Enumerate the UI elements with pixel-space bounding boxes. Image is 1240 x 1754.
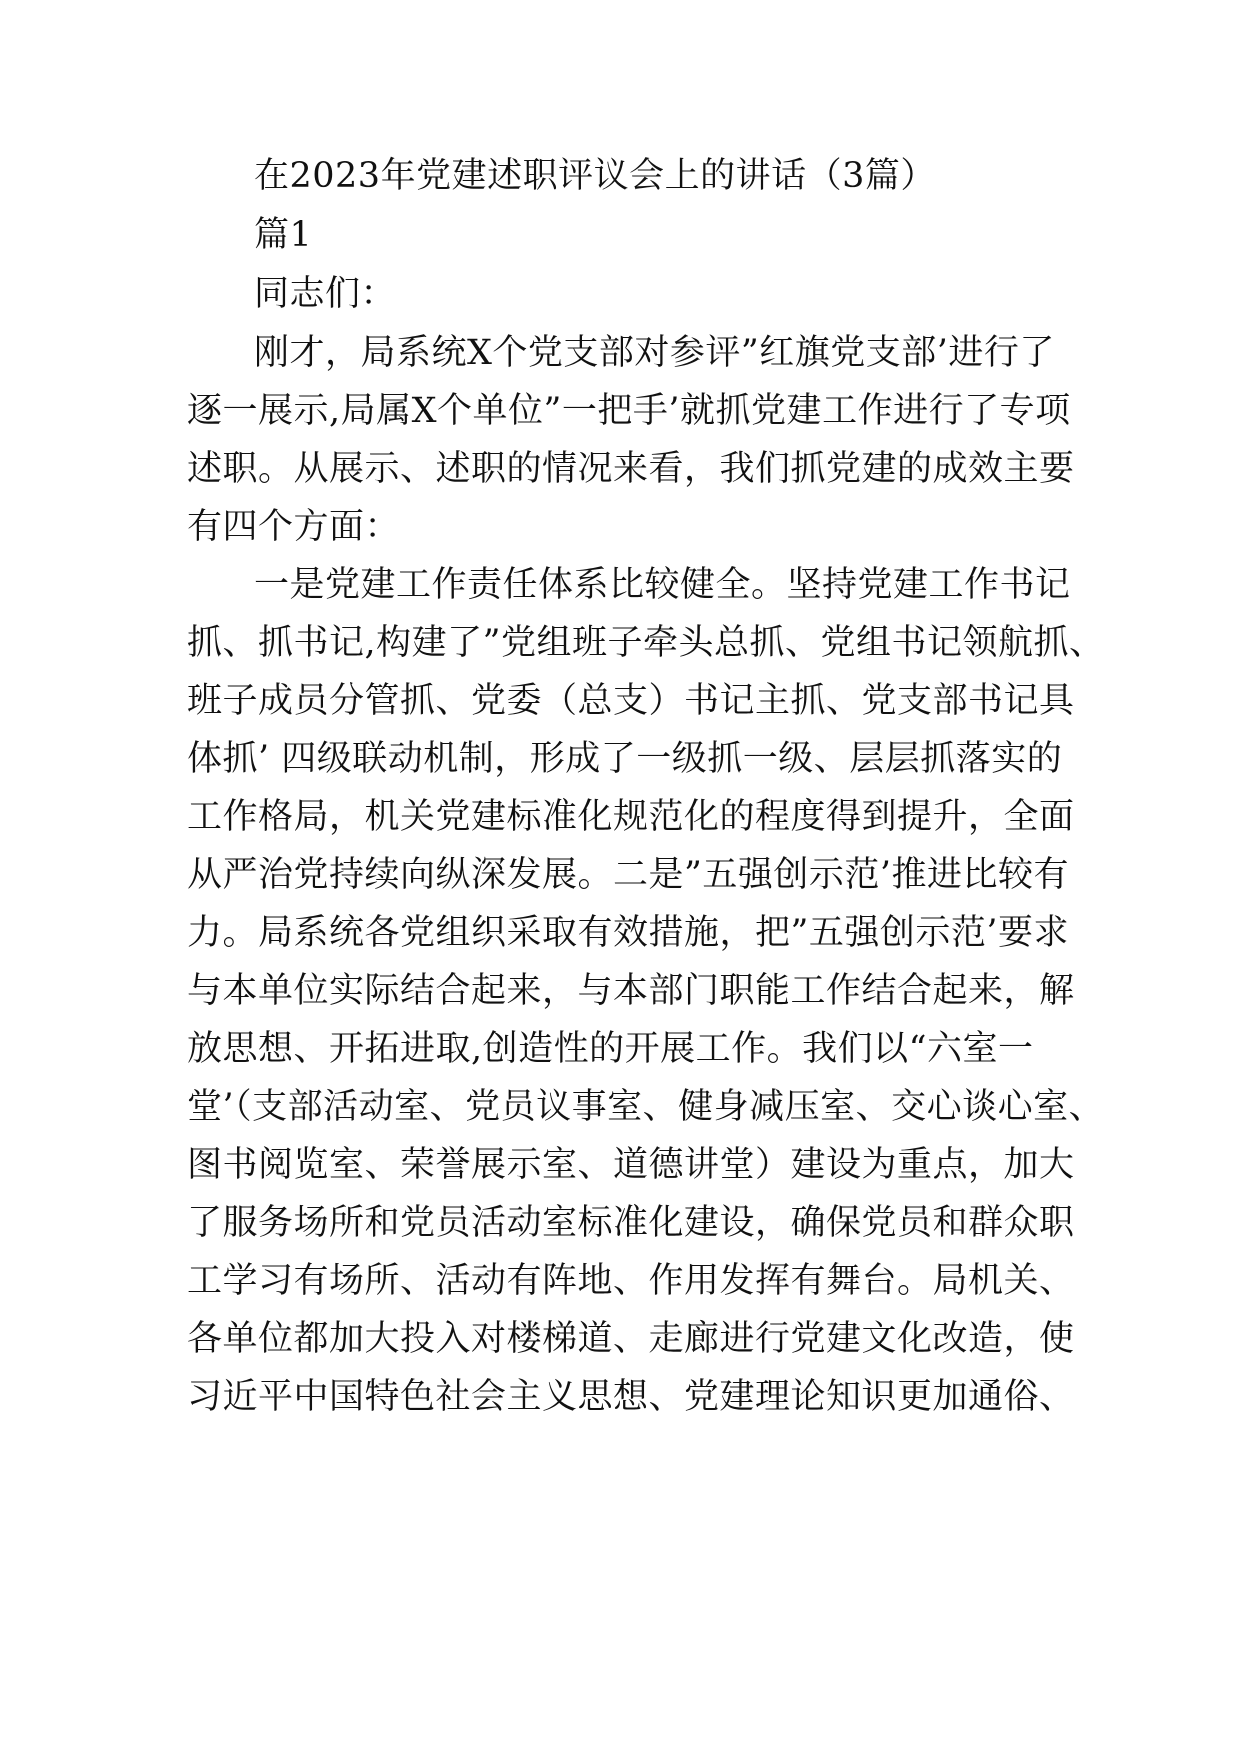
text-line: 工作格局，机关党建标准化规范化的程度得到提升，全面 [187, 797, 1075, 837]
text-line: 习近平中国特色社会主义思想、党建理论知识更加通俗、 [187, 1377, 1075, 1417]
text-line: 班子成员分管抓、党委（总支）书记主抓、党支部书记具 [187, 681, 1075, 721]
text-line: 工学习有场所、活动有阵地、作用发挥有舞台。局机关、 [187, 1261, 1075, 1301]
text-line: 力。局系统各党组织采取有效措施，把”五强创示范’要求 [187, 913, 1070, 953]
text-line: 一是党建工作责任体系比较健全。坚持党建工作书记 [254, 565, 1071, 605]
text-line: 刚才，局系统X个党支部对参评”红旗党支部’进行了 [254, 333, 1055, 373]
text-line: 与本单位实际结合起来，与本部门职能工作结合起来，解 [187, 971, 1075, 1011]
document-title: 在2023年党建述职评议会上的讲话（3篇） [254, 156, 936, 196]
section-heading: 篇1 [254, 215, 313, 255]
salutation: 同志们： [254, 274, 397, 314]
text-line: 了服务场所和党员活动室标准化建设，确保党员和群众职 [187, 1203, 1075, 1243]
text-line: 各单位都加大投入对楼梯道、走廊进行党建文化改造，使 [187, 1319, 1075, 1359]
text-line: 从严治党持续向纵深发展。二是”五强创示范’推进比较有 [187, 855, 1070, 895]
text-line: 抓、抓书记,构建了”党组班子牵头总抓、党组书记领航抓、 [187, 623, 1105, 663]
text-line: 堂’（支部活动室、党员议事室、健身减压室、交心谈心室、 [187, 1087, 1105, 1127]
text-line: 逐一展示,局属X个单位”一把手’就抓党建工作进行了专项 [187, 391, 1071, 431]
text-line: 放思想、开拓进取,创造性的开展工作。我们以“六室一 [187, 1029, 1034, 1069]
text-line: 述职。从展示、述职的情况来看，我们抓党建的成效主要 [187, 449, 1075, 489]
text-line: 有四个方面： [187, 507, 401, 547]
text-line: 图书阅览室、荣誉展示室、道德讲堂）建设为重点，加大 [187, 1145, 1075, 1185]
text-line: 体抓’ 四级联动机制，形成了一级抓一级、层层抓落实的 [187, 739, 1063, 779]
